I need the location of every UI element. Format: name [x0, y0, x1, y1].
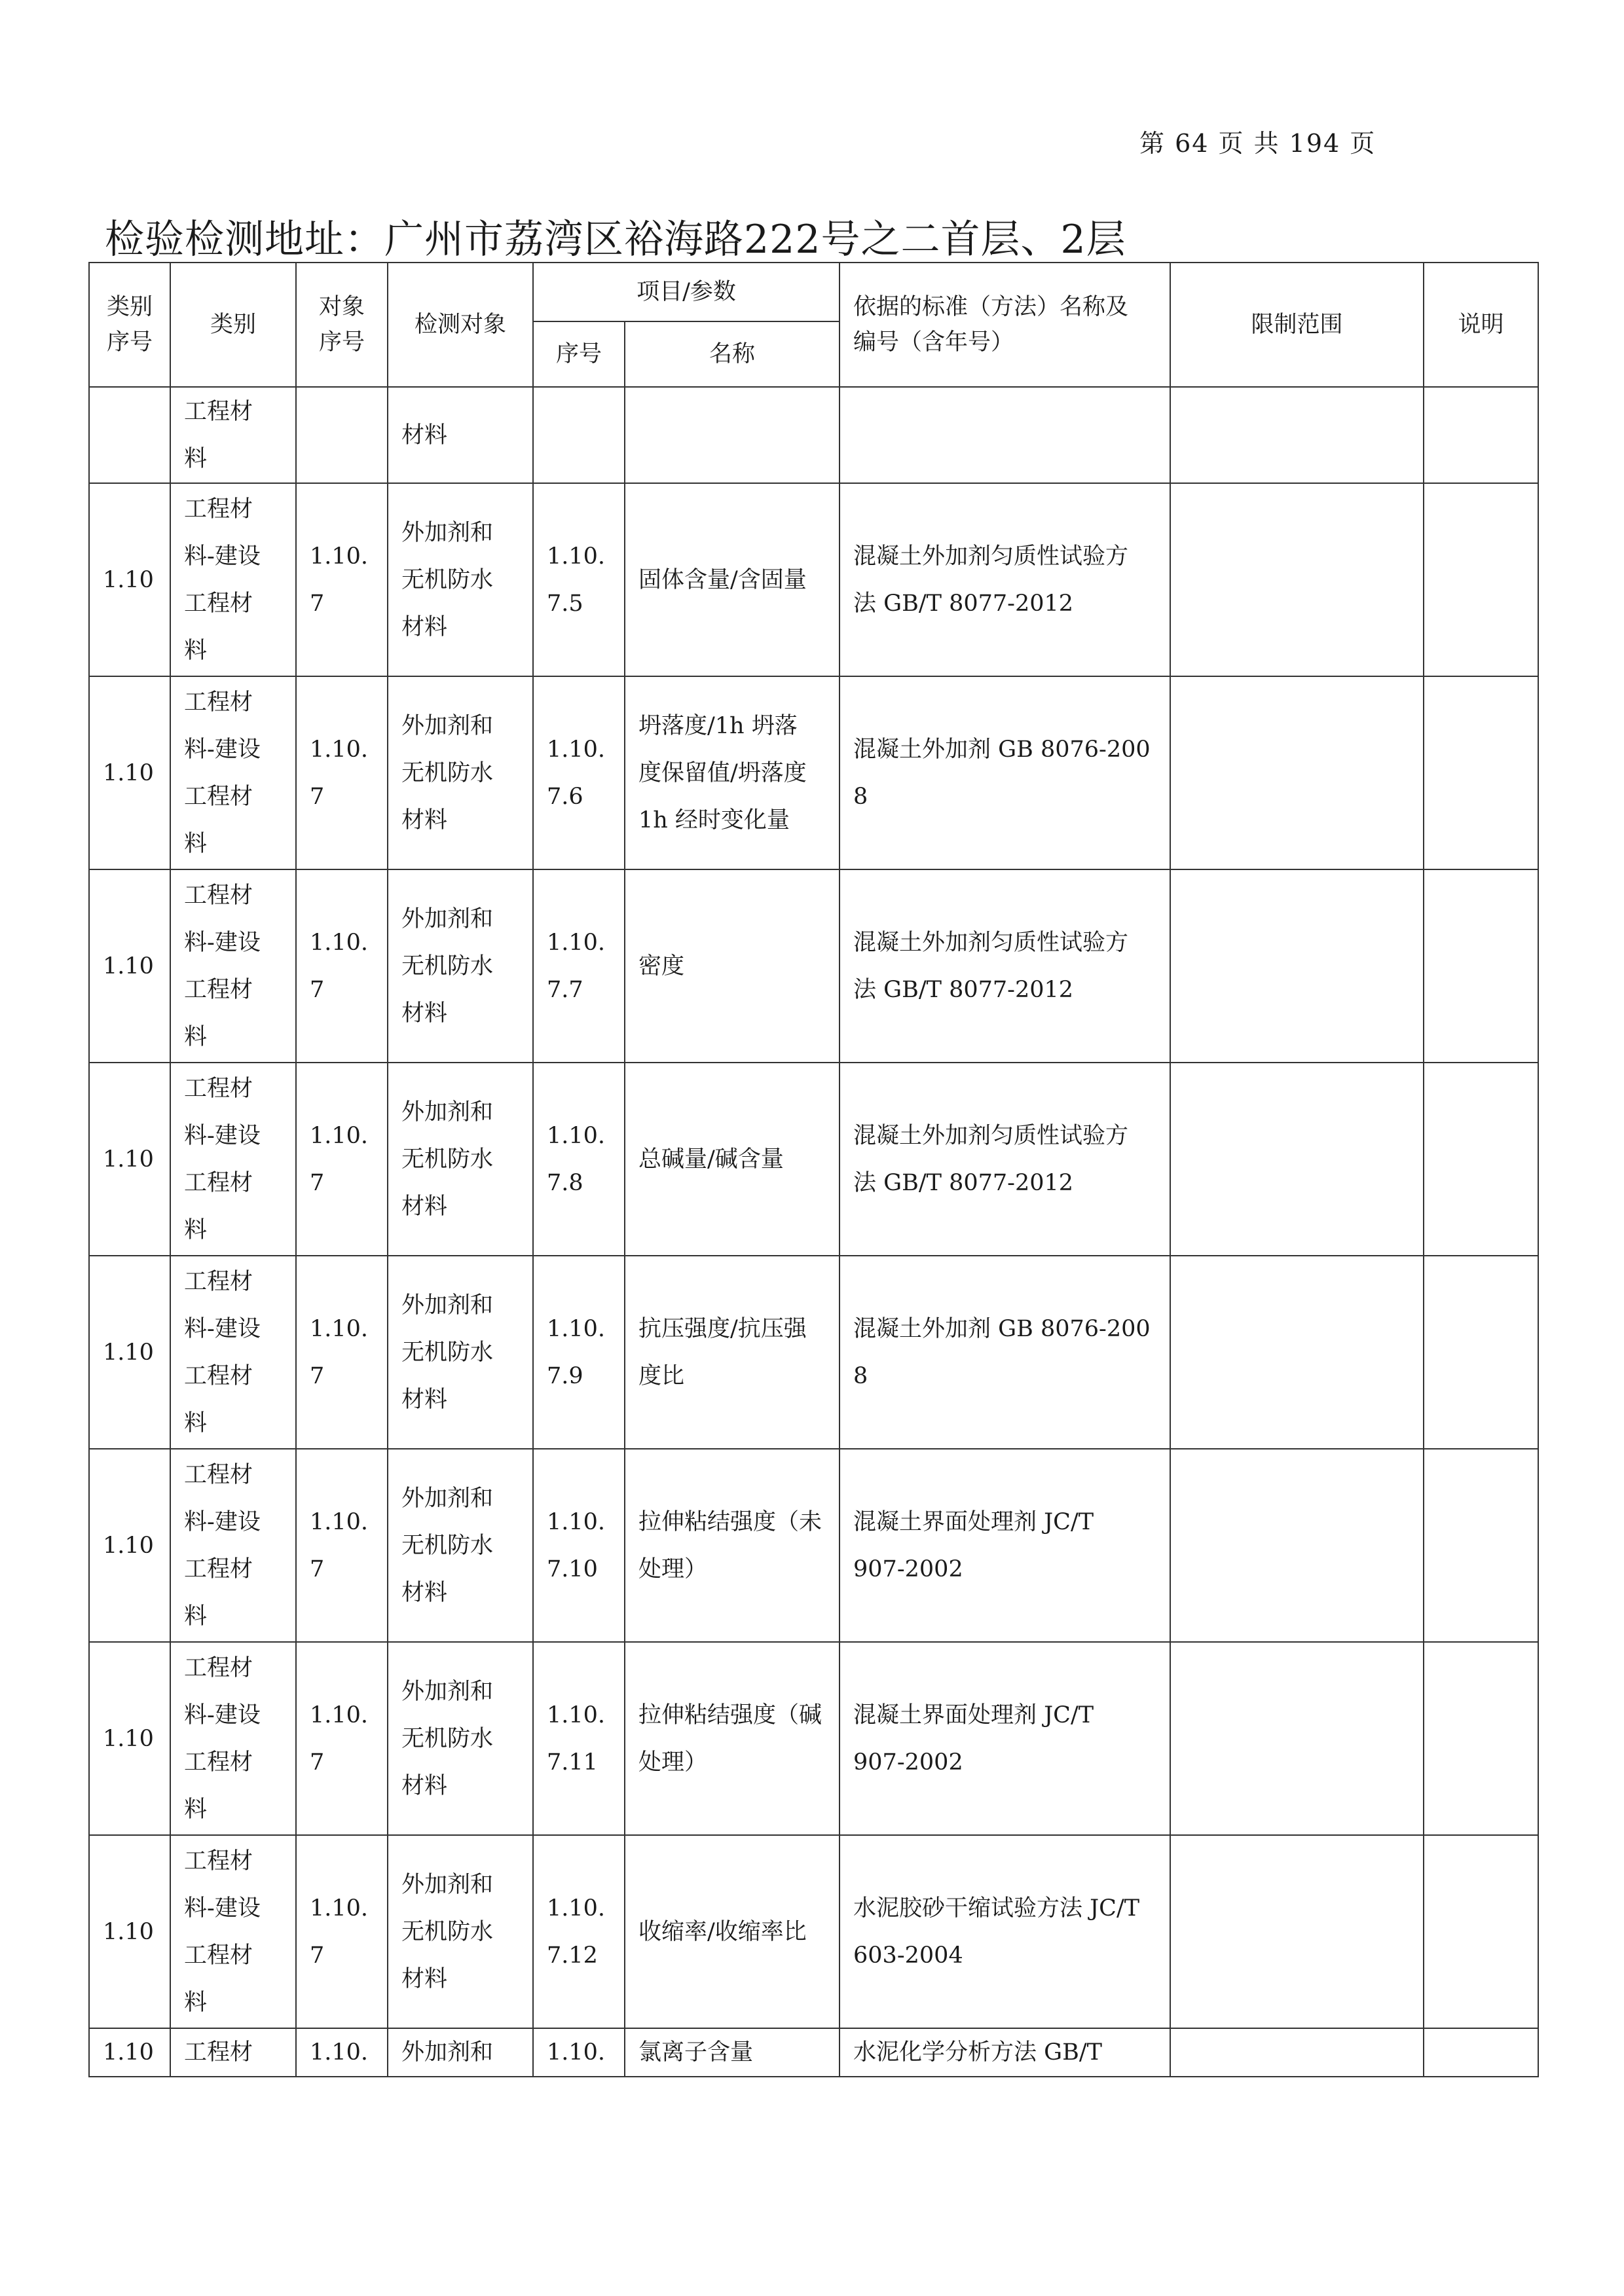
header-item-group: 项目/参数: [533, 263, 840, 321]
cell-obj-no: 1.10. 7: [296, 869, 388, 1063]
cell-object: 外加剂和 无机防水 材料: [388, 1642, 533, 1835]
header-item-no: 序号: [533, 321, 625, 387]
cell-obj-no: [296, 387, 388, 483]
cell-note: [1424, 2028, 1538, 2077]
cell-standard: 水泥胶砂干缩试验方法 JC/T 603-2004: [840, 1835, 1170, 2028]
cell-standard: 混凝土外加剂 GB 8076-2008: [840, 1256, 1170, 1449]
cell-standard: 混凝土界面处理剂 JC/T 907-2002: [840, 1642, 1170, 1835]
cell-category: 工程材 料-建设 工程材 料: [170, 676, 296, 869]
cell-item-name: 总碱量/碱含量: [625, 1063, 840, 1256]
cell-obj-no: 1.10.: [296, 2028, 388, 2077]
cell-cat-no: 1.10: [89, 676, 170, 869]
cell-item-name: 氯离子含量: [625, 2028, 840, 2077]
table-row: [89, 1642, 1538, 1835]
cell-obj-no: 1.10. 7: [296, 1063, 388, 1256]
cell-cat-no: [89, 387, 170, 483]
cell-standard: 混凝土外加剂匀质性试验方 法 GB/T 8077-2012: [840, 483, 1170, 676]
header-object: 检测对象: [388, 263, 533, 387]
cell-limit: [1170, 1256, 1424, 1449]
cell-obj-no: 1.10. 7: [296, 1449, 388, 1642]
cell-limit: [1170, 2028, 1424, 2077]
header-standard: 依据的标准（方法）名称及 编号（含年号）: [840, 263, 1170, 387]
cell-item-no: [533, 387, 625, 483]
cell-note: [1424, 1642, 1538, 1835]
cell-category: 工程材 料-建设 工程材 料: [170, 1835, 296, 2028]
table-row: [89, 387, 1538, 483]
cell-obj-no: 1.10. 7: [296, 1256, 388, 1449]
cell-limit: [1170, 483, 1424, 676]
cell-limit: [1170, 676, 1424, 869]
cell-object: 外加剂和 无机防水 材料: [388, 483, 533, 676]
cell-item-name: 坍落度/1h 坍落 度保留值/坍落度 1h 经时变化量: [625, 676, 840, 869]
cell-object: 外加剂和 无机防水 材料: [388, 869, 533, 1063]
cell-object: 外加剂和 无机防水 材料: [388, 1063, 533, 1256]
cell-item-name: 抗压强度/抗压强 度比: [625, 1256, 840, 1449]
cell-limit: [1170, 387, 1424, 483]
header-limit: 限制范围: [1170, 263, 1424, 387]
testing-address: 检验检测地址：广州市荔湾区裕海路222号之二首层、2层: [105, 217, 1126, 263]
table-row: [89, 1256, 1538, 1449]
cell-item-name: 收缩率/收缩率比: [625, 1835, 840, 2028]
cell-standard: 水泥化学分析方法 GB/T: [840, 2028, 1170, 2077]
cell-standard: 混凝土外加剂匀质性试验方 法 GB/T 8077-2012: [840, 1063, 1170, 1256]
cell-object: 外加剂和 无机防水 材料: [388, 676, 533, 869]
cell-category: 工程材 料-建设 工程材 料: [170, 869, 296, 1063]
cell-obj-no: 1.10. 7: [296, 483, 388, 676]
cell-cat-no: 1.10: [89, 1063, 170, 1256]
cell-item-name: 固体含量/含固量: [625, 483, 840, 676]
cell-category: 工程材 料-建设 工程材 料: [170, 1642, 296, 1835]
cell-note: [1424, 869, 1538, 1063]
cell-item-name: 拉伸粘结强度（碱 处理）: [625, 1642, 840, 1835]
cell-cat-no: 1.10: [89, 2028, 170, 2077]
cell-item-name: [625, 387, 840, 483]
cell-item-no: 1.10.: [533, 2028, 625, 2077]
cell-standard: 混凝土外加剂匀质性试验方 法 GB/T 8077-2012: [840, 869, 1170, 1063]
cell-item-no: 1.10. 7.11: [533, 1642, 625, 1835]
cell-category: 工程材: [170, 2028, 296, 2077]
cell-note: [1424, 387, 1538, 483]
cell-object: 材料: [388, 387, 533, 483]
cell-object: 外加剂和 无机防水 材料: [388, 1835, 533, 2028]
cell-object: 外加剂和: [388, 2028, 533, 2077]
cell-standard: 混凝土界面处理剂 JC/T 907-2002: [840, 1449, 1170, 1642]
cell-standard: 混凝土外加剂 GB 8076-2008: [840, 676, 1170, 869]
cell-item-no: 1.10. 7.7: [533, 869, 625, 1063]
header-note: 说明: [1424, 263, 1538, 387]
cell-item-no: 1.10. 7.8: [533, 1063, 625, 1256]
cell-note: [1424, 1449, 1538, 1642]
cell-obj-no: 1.10. 7: [296, 1835, 388, 2028]
cell-item-no: 1.10. 7.6: [533, 676, 625, 869]
cell-note: [1424, 483, 1538, 676]
cell-standard: [840, 387, 1170, 483]
cell-limit: [1170, 1449, 1424, 1642]
cell-item-no: 1.10. 7.10: [533, 1449, 625, 1642]
cell-item-no: 1.10. 7.5: [533, 483, 625, 676]
cell-cat-no: 1.10: [89, 869, 170, 1063]
cell-item-name: 拉伸粘结强度（未 处理）: [625, 1449, 840, 1642]
header-obj-no: 对象 序号: [296, 263, 388, 387]
cell-note: [1424, 676, 1538, 869]
cell-category: 工程材 料-建设 工程材 料: [170, 1063, 296, 1256]
cell-cat-no: 1.10: [89, 1642, 170, 1835]
cell-note: [1424, 1256, 1538, 1449]
cell-category: 工程材 料-建设 工程材 料: [170, 1449, 296, 1642]
cell-item-name: 密度: [625, 869, 840, 1063]
cell-note: [1424, 1835, 1538, 2028]
cell-limit: [1170, 1063, 1424, 1256]
table-row: [89, 1449, 1538, 1642]
scope-table: [88, 262, 1539, 2077]
cell-limit: [1170, 1835, 1424, 2028]
cell-category: 工程材 料-建设 工程材 料: [170, 1256, 296, 1449]
cell-category: 工程材 料: [170, 387, 296, 483]
header-item-name: 名称: [625, 321, 840, 387]
cell-object: 外加剂和 无机防水 材料: [388, 1449, 533, 1642]
cell-cat-no: 1.10: [89, 483, 170, 676]
cell-limit: [1170, 869, 1424, 1063]
cell-limit: [1170, 1642, 1424, 1835]
table-row: [89, 869, 1538, 1063]
cell-obj-no: 1.10. 7: [296, 676, 388, 869]
header-cat-no: 类别 序号: [89, 263, 170, 387]
cell-item-no: 1.10. 7.9: [533, 1256, 625, 1449]
table-row: [89, 676, 1538, 869]
cell-cat-no: 1.10: [89, 1256, 170, 1449]
table-row: [89, 2028, 1538, 2077]
page-number: 第 64 页 共 194 页: [1139, 129, 1376, 158]
cell-item-no: 1.10. 7.12: [533, 1835, 625, 2028]
table-row: [89, 1063, 1538, 1256]
cell-note: [1424, 1063, 1538, 1256]
table-header-row: [89, 263, 1538, 321]
cell-obj-no: 1.10. 7: [296, 1642, 388, 1835]
table-row: [89, 1835, 1538, 2028]
table-row: [89, 483, 1538, 676]
header-category: 类别: [170, 263, 296, 387]
cell-cat-no: 1.10: [89, 1835, 170, 2028]
cell-cat-no: 1.10: [89, 1449, 170, 1642]
cell-object: 外加剂和 无机防水 材料: [388, 1256, 533, 1449]
cell-category: 工程材 料-建设 工程材 料: [170, 483, 296, 676]
